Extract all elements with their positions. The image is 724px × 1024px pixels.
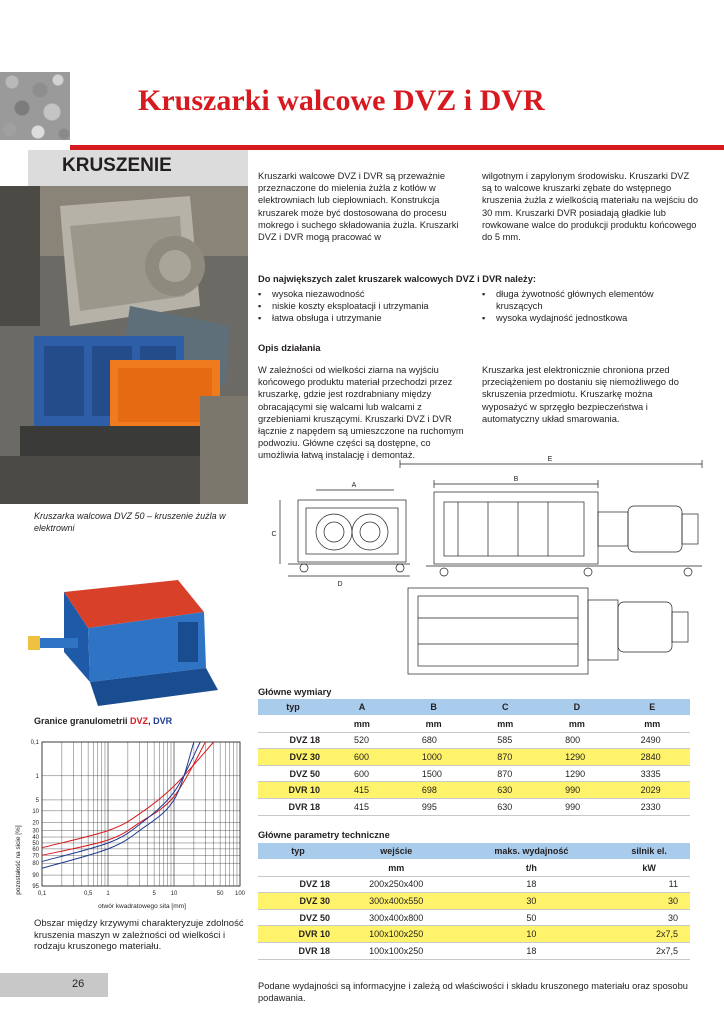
table-header-cell: maks. wydajność <box>454 843 608 860</box>
chart-x-tick: 0,5 <box>83 891 93 897</box>
table-header-row <box>258 699 690 716</box>
table-row <box>258 893 690 910</box>
granulometry-title <box>34 716 172 726</box>
chart-x-tick: 5 <box>152 891 156 897</box>
table-row-label: DVZ 18 <box>258 732 328 749</box>
chart-y-tick: 70 <box>32 853 39 860</box>
chart-x-tick: 1 <box>106 891 110 897</box>
table-unit-cell: mm <box>539 716 614 733</box>
dim-label-c: C <box>271 531 277 538</box>
chart-ylabel: pozostałość na sicie [%] <box>15 825 22 895</box>
advantage-item: ▪ niskie koszty eksploatacji i utrzymania <box>258 300 470 312</box>
table-unit-cell <box>258 860 338 877</box>
table-row-label: DVR 10 <box>258 926 338 943</box>
chart-y-tick: 50 <box>32 840 39 847</box>
table-cell: 630 <box>471 782 539 799</box>
dimensions-title: Główne wymiary <box>258 687 332 697</box>
table-row <box>258 943 690 960</box>
table-cell: 200x250x400 <box>338 876 454 893</box>
table-units-row <box>258 716 690 733</box>
table-cell: 1290 <box>539 765 614 782</box>
table-row <box>258 876 690 893</box>
table-unit-cell <box>258 716 328 733</box>
table-cell: 300x400x800 <box>338 909 454 926</box>
technical-title: Główne parametry techniczne <box>258 830 390 840</box>
table-unit-cell: mm <box>396 716 471 733</box>
table-header-cell: B <box>396 699 471 716</box>
table-cell: 1290 <box>539 749 614 766</box>
table-cell: 100x100x250 <box>338 926 454 943</box>
table-row <box>258 765 690 782</box>
advantage-item: ▪ długa żywotność głównych elementów kruszących <box>482 288 698 312</box>
crusher-render-illustration <box>28 572 228 712</box>
table-row-label: DVR 10 <box>258 782 328 799</box>
table-cell: 990 <box>539 782 614 799</box>
table-cell: 30 <box>608 893 690 910</box>
table-cell: 630 <box>471 799 539 816</box>
table-header-cell: C <box>471 699 539 716</box>
table-row-label: DVZ 50 <box>258 765 328 782</box>
operation-text-col2: Kruszarka jest elektronicznie chroniona przed przeciążeniem po dostaniu się niemożliwego do skruszenia przedmiotu. Kruszarkę można wyposażyć w sprzęgło bezpieczeństwa i automatyczny układ smarowania. <box>482 365 679 424</box>
table-unit-cell: mm <box>328 716 396 733</box>
table-cell: 30 <box>608 909 690 926</box>
gravel-image <box>0 72 70 140</box>
granulometry-caption: Obszar między krzywymi charakteryzuje zdolność kruszenia maszyn w zależności od wielkości i rodzaju kruszonego materiału. <box>34 918 244 952</box>
table-cell: 2490 <box>615 732 690 749</box>
table-row <box>258 909 690 926</box>
chart-y-tick: 30 <box>32 828 39 835</box>
chart-series-line-dvz <box>42 742 206 855</box>
table-cell: 3335 <box>615 765 690 782</box>
table-header-row <box>258 843 690 860</box>
table-cell: 1000 <box>396 749 471 766</box>
intro-text-col2: wilgotnym i zapylonym środowisku. Kruszarki DVZ są to walcowe kruszarki zębate do wstępnego kruszenia żużla z wielkością materiału na wejściu do 30 mm. Kruszarki DVR posiadają gładkie lub rowkowane walce do produkcji produktu końcowego do 5 mm. <box>482 171 698 243</box>
crusher-render <box>28 572 228 712</box>
chart-x-tick: 100 <box>234 891 246 897</box>
table-cell: 2330 <box>615 799 690 816</box>
table-cell: 11 <box>608 876 690 893</box>
advantages-heading: Do największych zalet kruszarek walcowych DVZ i DVR należy: <box>258 274 536 284</box>
intro-text-col1: Kruszarki walcowe DVZ i DVR są przeważnie przeznaczone do mielenia żużla z kotłów w elektrowniach lub ciepłowniach. Konstrukcja kruszarek może być dostosowana do procesu mokrego i suchego składowania żużla. Kruszarki DVZ i DVR mogą pracować w <box>258 171 459 243</box>
table-unit-cell: mm <box>338 860 454 877</box>
granulometry-title-dvz: DVZ <box>130 716 149 726</box>
photo-caption: Kruszarka walcowa DVZ 50 – kruszenie żużla w elektrowni <box>34 511 226 533</box>
table-header-cell: wejście <box>338 843 454 860</box>
table-cell: 990 <box>539 799 614 816</box>
chart-y-tick: 0,1 <box>30 740 39 746</box>
page-number-box <box>0 973 108 997</box>
table-cell: 520 <box>328 732 396 749</box>
table-header-cell: A <box>328 699 396 716</box>
table-header-cell: typ <box>258 699 328 716</box>
dimensions-table <box>258 699 690 816</box>
table-unit-cell: kW <box>608 860 690 877</box>
table-row-label: DVZ 30 <box>258 893 338 910</box>
table-cell: 698 <box>396 782 471 799</box>
table-cell: 300x400x550 <box>338 893 454 910</box>
table-cell: 415 <box>328 782 396 799</box>
chart-x-tick: 50 <box>216 891 224 897</box>
table-cell: 800 <box>539 732 614 749</box>
table-row <box>258 926 690 943</box>
table-row <box>258 732 690 749</box>
table-cell: 50 <box>454 909 608 926</box>
table-cell: 870 <box>471 749 539 766</box>
table-row <box>258 799 690 816</box>
section-title: KRUSZENIE <box>62 155 172 176</box>
table-cell: 2840 <box>615 749 690 766</box>
dim-label-e: E <box>547 456 553 463</box>
table-cell: 100x100x250 <box>338 943 454 960</box>
chart-ticks <box>31 740 246 897</box>
table-cell: 2029 <box>615 782 690 799</box>
chart-xlabel: otwór kwadratowego sita [mm] <box>98 903 186 910</box>
table-cell: 30 <box>454 893 608 910</box>
chart-x-tick: 0,1 <box>37 891 47 897</box>
table-cell: 415 <box>328 799 396 816</box>
chart-y-tick: 40 <box>32 835 39 842</box>
table-row-label: DVZ 50 <box>258 909 338 926</box>
chart-y-tick: 20 <box>32 820 39 827</box>
dim-label-b: B <box>513 476 519 483</box>
table-cell: 870 <box>471 765 539 782</box>
chart-y-tick: 80 <box>32 861 39 868</box>
technical-drawing <box>258 452 708 684</box>
chart-y-tick: 10 <box>32 808 39 815</box>
table-cell: 600 <box>328 765 396 782</box>
table-cell: 680 <box>396 732 471 749</box>
chart-y-tick: 60 <box>32 846 39 853</box>
table-row <box>258 782 690 799</box>
table-row <box>258 749 690 766</box>
table-unit-cell: mm <box>615 716 690 733</box>
chart-y-tick: 5 <box>35 797 39 804</box>
table-unit-cell: t/h <box>454 860 608 877</box>
dim-label-d: D <box>337 581 343 588</box>
chart-frame <box>42 742 240 886</box>
table-header-cell: typ <box>258 843 338 860</box>
table-unit-cell: mm <box>471 716 539 733</box>
granulometry-chart <box>0 732 252 912</box>
table-row-label: DVR 18 <box>258 943 338 960</box>
table-cell: 10 <box>454 926 608 943</box>
granulometry-title-prefix: Granice granulometrii <box>34 716 128 726</box>
table-cell: 600 <box>328 749 396 766</box>
granulometry-title-dvr: DVR <box>153 716 173 726</box>
page-title: Kruszarki walcowe DVZ i DVR <box>138 84 545 117</box>
advantage-item: ▪ wysoka niezawodność <box>258 288 470 300</box>
technical-table <box>258 843 690 960</box>
table-cell: 585 <box>471 732 539 749</box>
table-cell: 1500 <box>396 765 471 782</box>
table-header-cell: E <box>615 699 690 716</box>
table-header-cell: D <box>539 699 614 716</box>
crusher-photo-illustration <box>0 186 248 504</box>
crusher-photo <box>0 186 248 504</box>
page-number: 26 <box>72 978 85 990</box>
table-cell: 995 <box>396 799 471 816</box>
advantage-item: ▪ łatwa obsługa i utrzymanie <box>258 312 470 324</box>
table-cell: 18 <box>454 876 608 893</box>
footer-note: Podane wydajności są informacyjne i zależą od właściwości i składu kruszonego materiału oraz sposobu podawania. <box>258 981 688 1004</box>
advantages-list-left <box>258 288 470 325</box>
table-header-cell: silnik el. <box>608 843 690 860</box>
table-row-label: DVR 18 <box>258 799 328 816</box>
advantage-item: ▪ wysoka wydajność jednostkowa <box>482 312 698 324</box>
table-cell: 18 <box>454 943 608 960</box>
chart-y-tick: 95 <box>32 884 39 890</box>
advantages-list-right <box>482 288 698 325</box>
table-cell: 2x7,5 <box>608 926 690 943</box>
granulometry-title-sep: , <box>148 716 151 726</box>
table-row-label: DVZ 18 <box>258 876 338 893</box>
chart-y-tick: 1 <box>35 773 39 780</box>
chart-x-tick: 10 <box>170 891 178 897</box>
table-units-row <box>258 860 690 877</box>
table-row-label: DVZ 30 <box>258 749 328 766</box>
table-cell: 2x7,5 <box>608 943 690 960</box>
dim-label-a: A <box>351 482 357 489</box>
chart-grid <box>42 742 240 886</box>
chart-y-tick: 90 <box>32 873 39 880</box>
operation-heading: Opis działania <box>258 343 321 353</box>
operation-text-col1: W zależności od wielkości ziarna na wyjściu końcowego produktu materiał przechodzi przez kruszarkę, gdzie jest rozdrabniany między obracającymi się walcami lub walcami z grzebieniami kruszącymi. Kruszarki DVZ i DVR łącznie z napędem są umieszczone na ruchomym podwoziu. Główne części są dostępne, co umożliwia łatwą instalację i demontaż. <box>258 365 464 461</box>
